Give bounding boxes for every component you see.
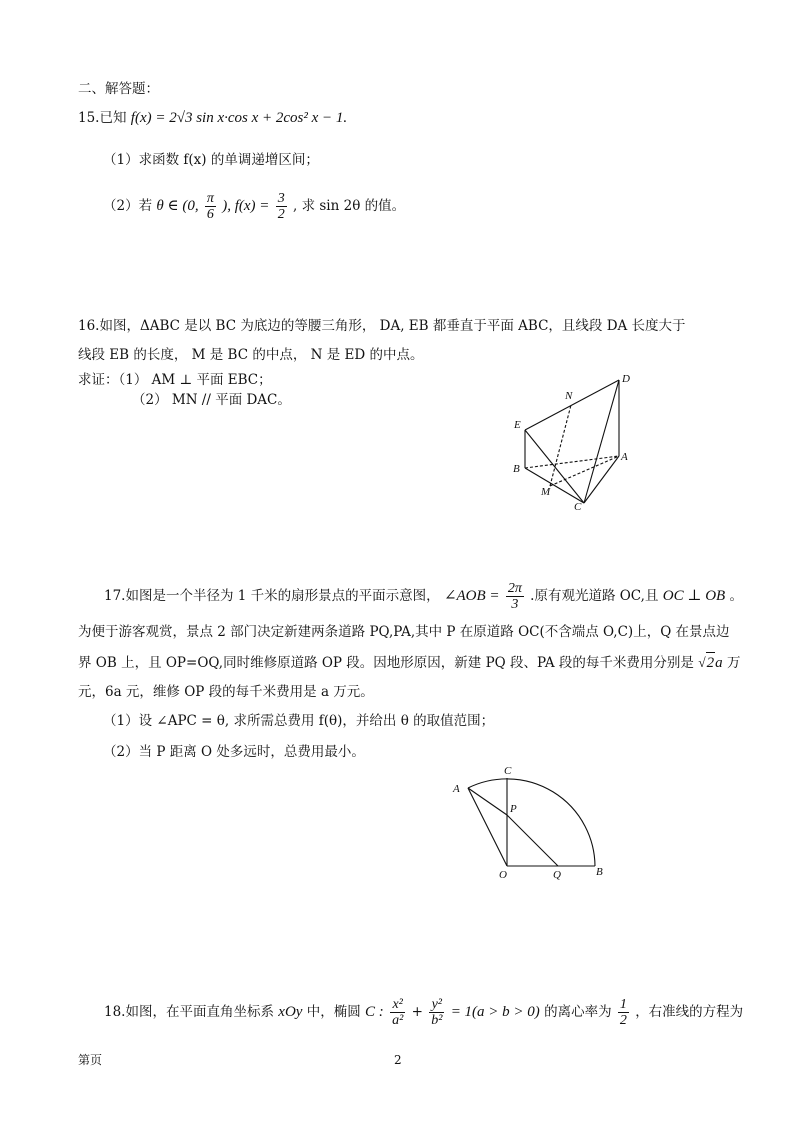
q16-label-M: M [541,486,551,498]
section-title: 二、解答题： [78,81,159,97]
q17-label-Q: Q [553,869,561,881]
q16-proof2: （2） MN // 平面 DAC。 [132,392,291,408]
q17-part1: （1）设 ∠APC = θ, 求所需总费用 f(θ)，并给出 θ 的取值范围； [103,713,495,729]
q17-label-B: B [596,866,603,878]
q16-label-A: A [621,451,628,463]
q15-fraction-3-2: $\frac{3}{2}$ [277,191,285,222]
q16-label-C: C [574,501,582,510]
q16-proof1: 求证：（1） AM ⊥ 平面 EBC； [78,372,272,388]
footer-label: 第页 [78,1053,103,1067]
q17-label-P: P [510,803,517,815]
q17-label-C: C [504,765,512,777]
q16-figure [505,368,645,510]
q18-fraction-1-2: $\frac{1}{2}$ [619,997,627,1028]
q17-fraction-2pi-3: $\frac{2\pi}{3}$ [507,581,522,612]
page-number: 2 [394,1053,402,1067]
q15-part1: （1）求函数 f(x) 的单调递增区间； [103,152,319,168]
q17-line4: 元，6a 元，维修 OP 段的每千米费用是 a 万元。 [78,684,374,700]
q16-label-E: E [514,419,521,431]
q16-line2: 线段 EB 的长度， M 是 BC 的中点， N 是 ED 的中点。 [78,347,424,363]
q16-label-D: D [622,373,630,385]
q15-formula: f(x) = 2√3 sin x·cos x + 2cos² x − 1. [130,110,348,126]
q16-label-N: N [565,390,573,402]
q18-line1: 18.如图，在平面直角坐标系 xOy 中，椭圆 C : $\frac{\text{x²}}{\text{a²}}$ + $\frac{\text{y²}}{\text{b²}}$ = 1(a > b > 0) 的离心率为 $\frac{1}{2}$ ，右准线的方程为 [104,997,744,1028]
q16-line1: 16.如图，ΔABC 是以 BC 为底边的等腰三角形， DA, EB 都垂直于平面 ABC，且线段 DA 长度大于 [78,318,686,334]
q15-part2: （2）若 θ ∈ (0, $\frac{\pi}{6}$ ), f(x) = $\frac{3}{2}$ , 求 sin 2θ 的值。 [103,191,406,222]
q15-intro: 15.已知 [78,110,127,126]
q17-line3: 界 OB 上，且 OP=OQ,同时维修原道路 OP 段。因地形原因，新建 PQ 段、PA 段的每千米费用分别是 √2a 万 [78,652,740,673]
q17-label-O: O [499,869,507,881]
q17-figure [440,760,615,885]
q17-label-A: A [453,783,460,795]
q18-fraction-x2-a2: $\frac{\text{x²}}{\text{a²}}$ [392,997,404,1028]
q17-part2: （2）当 P 距离 O 处多远时，总费用最小。 [103,744,365,760]
q17-line2: 为便于游客观赏，景点 2 部门决定新建两条道路 PQ,PA,其中 P 在原道路 OC(不含端点 O,C)上，Q 在景点边 [78,624,730,640]
q17-line1: 17.如图是一个半径为 1 千米的扇形景点的平面示意图， ∠AOB = $\frac{2\pi}{3}$ .原有观光道路 OC,且 OC ⊥ OB 。 [104,581,743,612]
q15-statement [78,108,347,128]
q15-fraction-pi-6: $\frac{\pi}{6}$ [206,191,214,222]
q16-label-B: B [513,463,520,475]
q18-fraction-y2-b2: $\frac{\text{y²}}{\text{b²}}$ [431,997,443,1028]
